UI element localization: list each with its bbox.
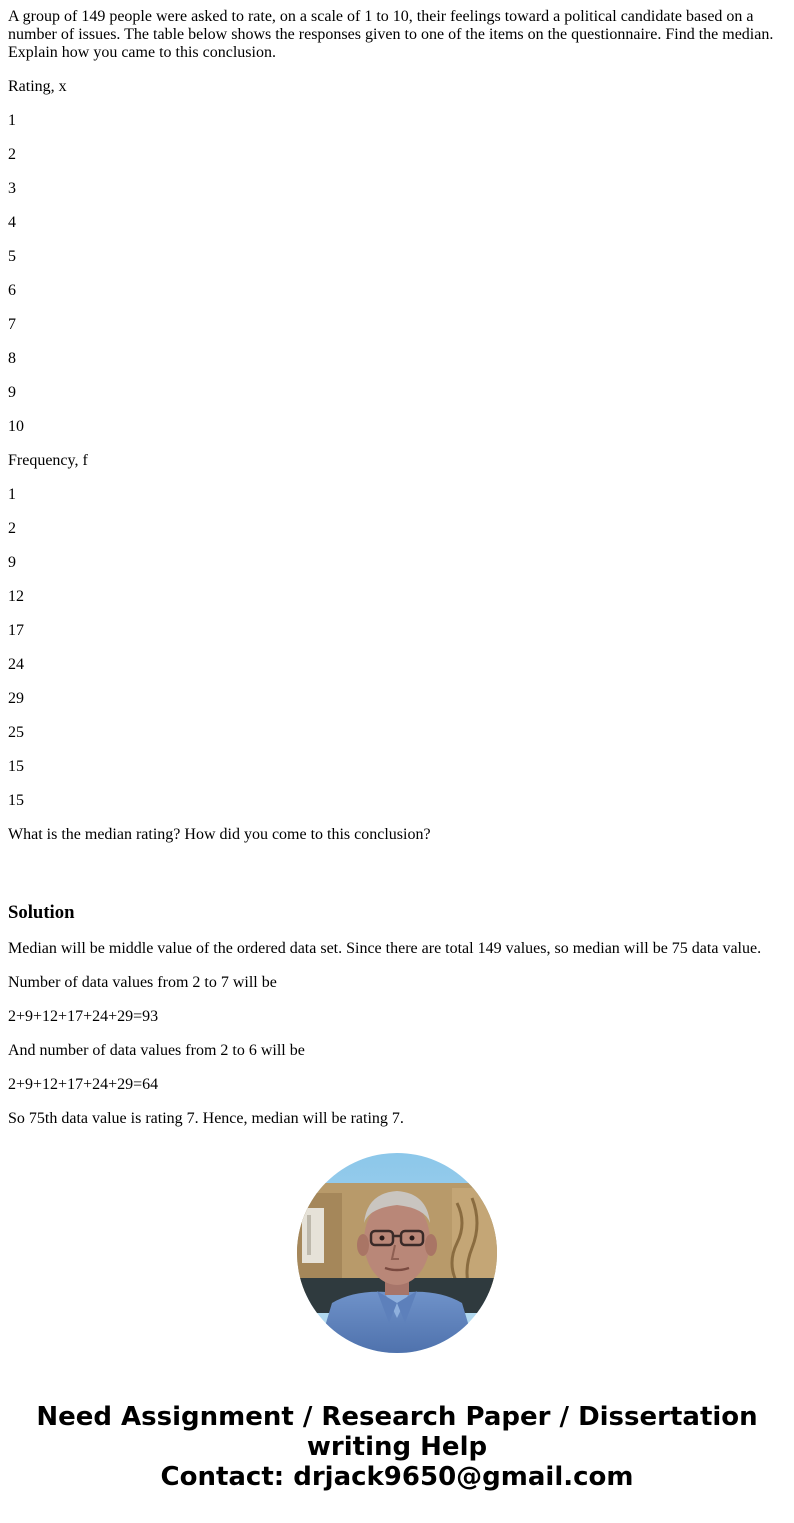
frequency-value: 1: [8, 486, 16, 503]
promo-line: Need Assignment / Research Paper / Dissertation: [36, 1402, 758, 1432]
rating-value: 2: [8, 146, 16, 163]
solution-title: Solution: [8, 902, 75, 923]
solution-line: So 75th data value is rating 7. Hence, median will be rating 7.: [8, 1110, 404, 1127]
question-intro: A group of 149 people were asked to rate, on a scale of 1 to 10, their feelings toward a political candidate based on a number of issues. The table below shows the responses given to one of the items on the questionnaire. Find the median. Explain how you came to this conclusion.: [8, 8, 774, 61]
rating-value: 4: [8, 214, 16, 231]
frequency-value: 17: [8, 622, 24, 639]
solution-line: 2+9+12+17+24+29=93: [8, 1008, 159, 1025]
author-portrait: [297, 1153, 497, 1353]
rating-header: Rating, x: [8, 78, 67, 95]
promo-banner: [0, 1402, 794, 1492]
frequency-value: 15: [8, 792, 24, 809]
frequency-value: 12: [8, 588, 24, 605]
solution-line: 2+9+12+17+24+29=64: [8, 1076, 159, 1093]
author-avatar: [297, 1153, 497, 1353]
solution-line: Median will be middle value of the ordered data set. Since there are total 149 values, so median will be 75 data value.: [8, 940, 762, 957]
frequency-value: 24: [8, 656, 24, 673]
frequency-value: 29: [8, 690, 24, 707]
rating-value: 6: [8, 282, 16, 299]
rating-value: 3: [8, 180, 16, 197]
frequency-value: 9: [8, 554, 16, 571]
question-prompt: What is the median rating? How did you come to this conclusion?: [8, 826, 431, 843]
rating-value: 8: [8, 350, 16, 367]
rating-value: 9: [8, 384, 16, 401]
promo-line: writing Help: [306, 1432, 488, 1462]
rating-value: 5: [8, 248, 16, 265]
rating-value: 10: [8, 418, 24, 435]
frequency-header: Frequency, f: [8, 452, 88, 469]
rating-value: 7: [8, 316, 16, 333]
promo-contact: Contact: drjack9650@gmail.com: [160, 1462, 634, 1492]
frequency-value: 25: [8, 724, 24, 741]
frequency-value: 2: [8, 520, 16, 537]
solution-line: Number of data values from 2 to 7 will be: [8, 974, 277, 991]
document-body: [8, 8, 786, 1144]
rating-value: 1: [8, 112, 16, 129]
frequency-value: 15: [8, 758, 24, 775]
solution-line: And number of data values from 2 to 6 will be: [8, 1042, 305, 1059]
